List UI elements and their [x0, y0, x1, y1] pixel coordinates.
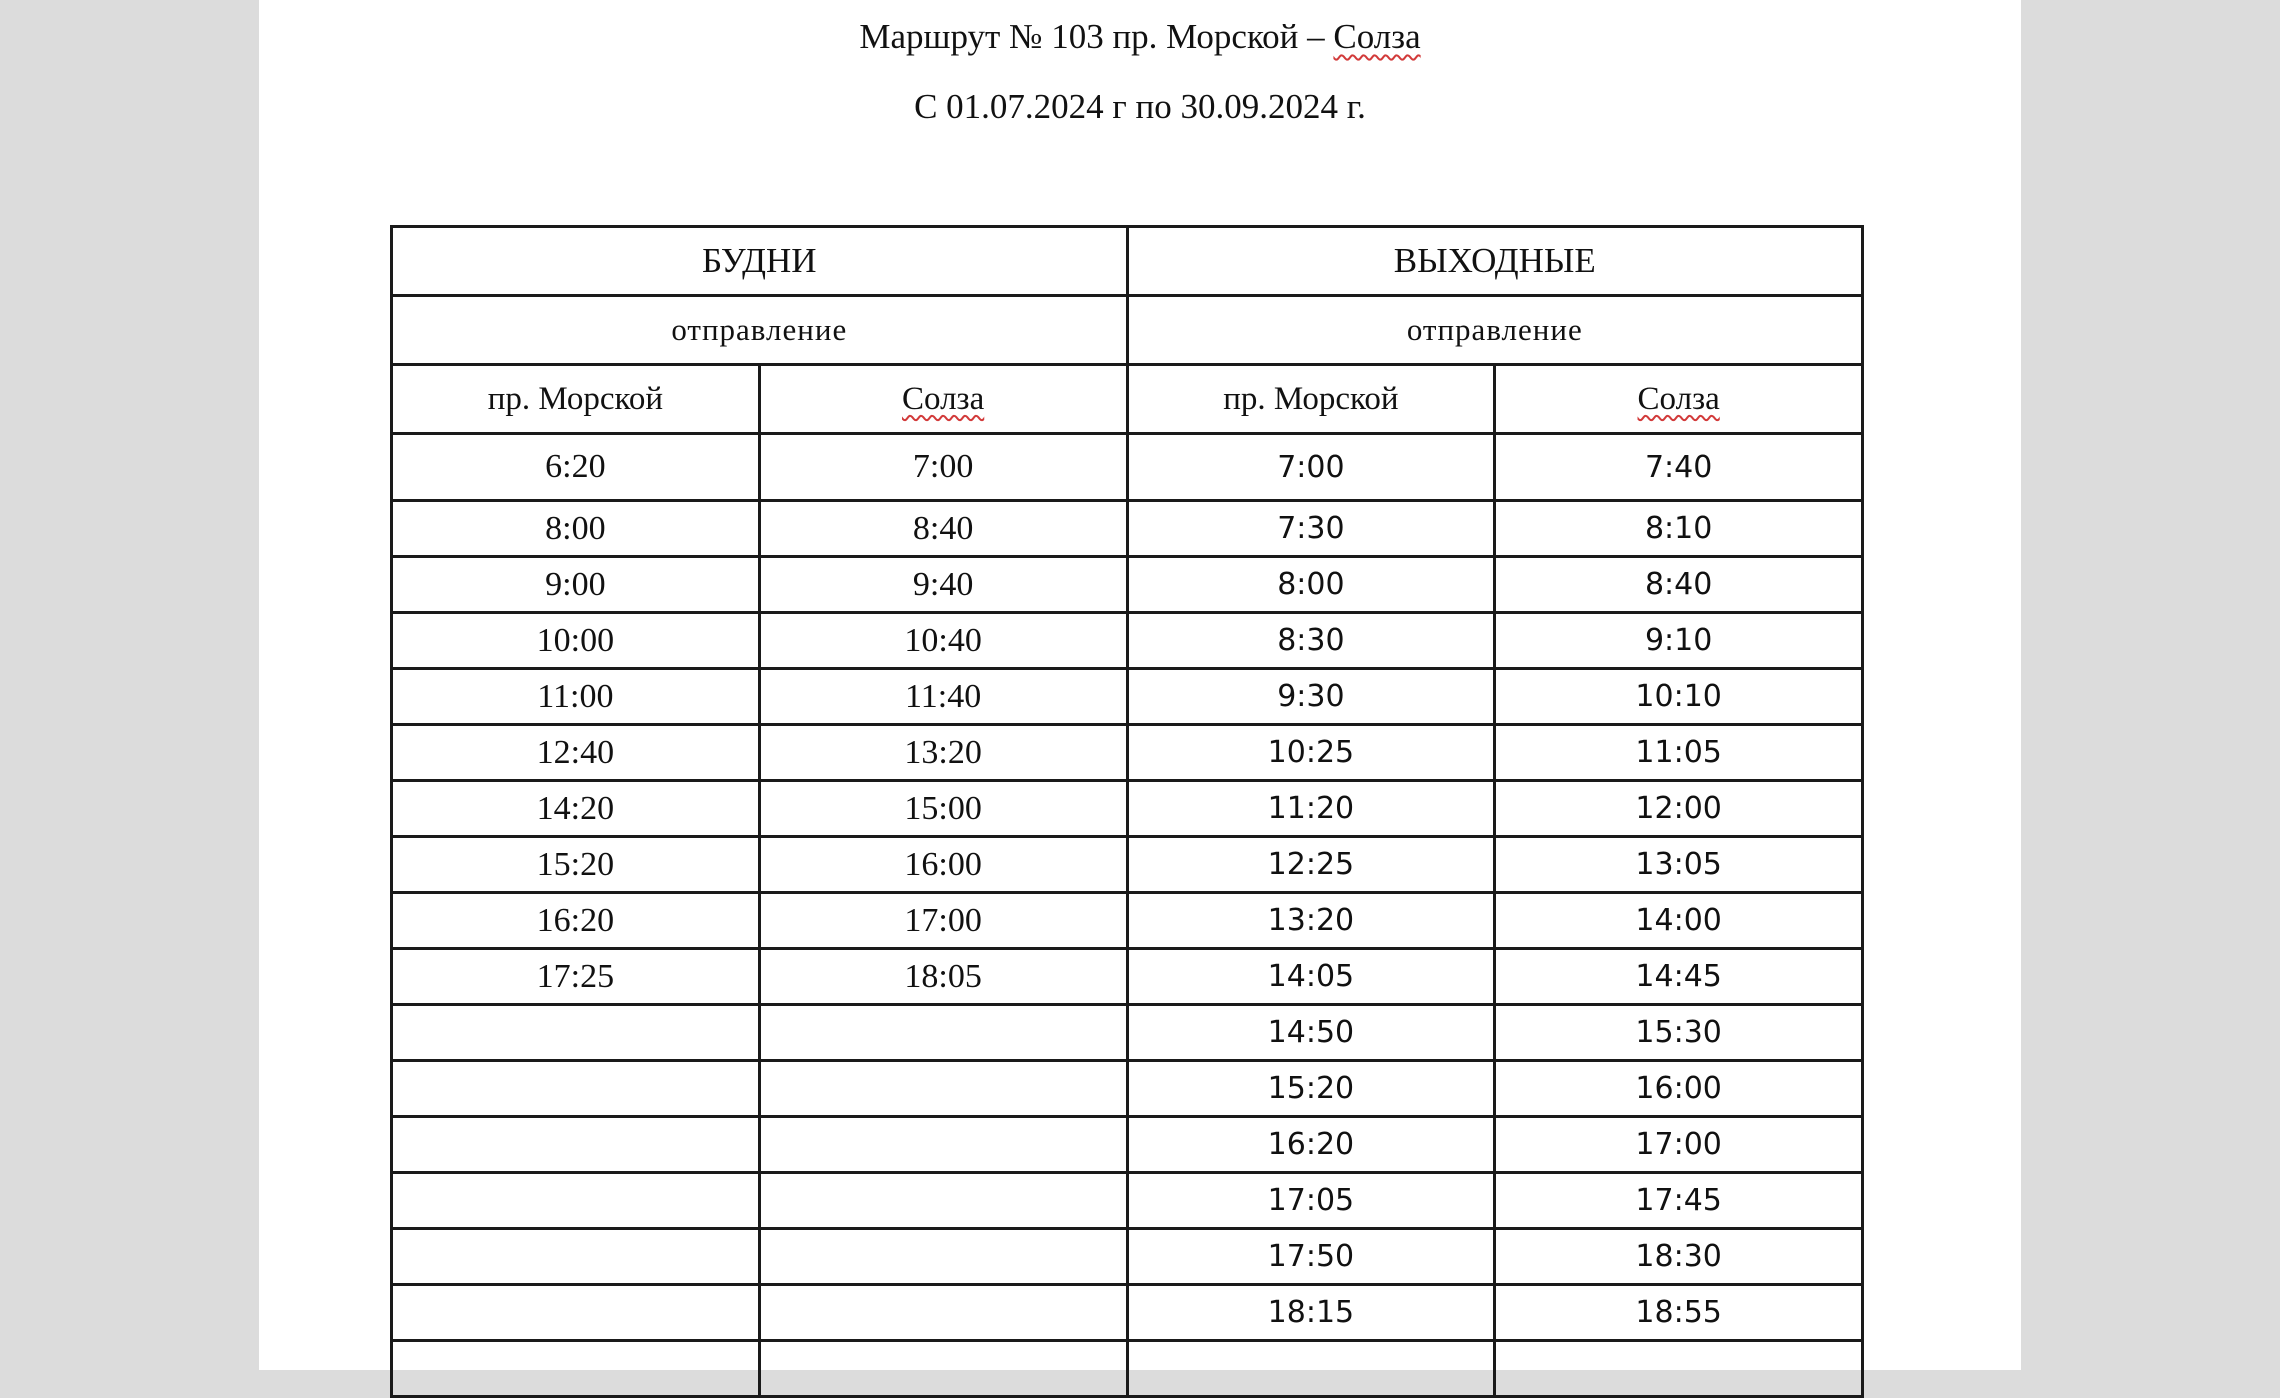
route-title-stop: Солза	[1333, 17, 1421, 56]
weekdays-solza-time: 9:40	[759, 557, 1127, 613]
weekdays-morskoy-time	[392, 1229, 760, 1285]
weekend-morskoy-time: 14:50	[1127, 1005, 1495, 1061]
weekend-stop-a-header: пр. Морской	[1127, 365, 1495, 434]
weekend-solza-time: 9:10	[1495, 613, 1863, 669]
weekdays-stop-a-header: пр. Морской	[392, 365, 760, 434]
weekdays-morskoy-time: 17:25	[392, 949, 760, 1005]
route-title-prefix: Маршрут № 103 пр. Морской –	[859, 17, 1334, 56]
weekdays-solza-time: 10:40	[759, 613, 1127, 669]
table-row	[392, 1173, 1863, 1229]
weekdays-solza-time	[759, 1061, 1127, 1117]
weekend-morskoy-time: 8:30	[1127, 613, 1495, 669]
weekdays-stop-b-label: Солза	[902, 380, 985, 417]
weekend-morskoy-time: 10:25	[1127, 725, 1495, 781]
weekend-morskoy-time: 9:30	[1127, 669, 1495, 725]
weekend-morskoy-time: 7:30	[1127, 501, 1495, 557]
weekend-solza-time: 7:40	[1495, 434, 1863, 501]
weekend-stop-b-header	[1495, 365, 1863, 434]
timetable-body	[392, 434, 1863, 1397]
weekdays-solza-time	[759, 1341, 1127, 1397]
weekdays-solza-time: 13:20	[759, 725, 1127, 781]
weekdays-morskoy-time: 12:40	[392, 725, 760, 781]
weekdays-morskoy-time	[392, 1285, 760, 1341]
weekdays-morskoy-time	[392, 1061, 760, 1117]
weekend-solza-time: 8:10	[1495, 501, 1863, 557]
schedule-period: С 01.07.2024 г по 30.09.2024 г.	[914, 87, 1366, 126]
weekdays-stop-b-header	[759, 365, 1127, 434]
weekdays-solza-time: 11:40	[759, 669, 1127, 725]
weekdays-solza-time	[759, 1005, 1127, 1061]
weekdays-header: БУДНИ	[392, 227, 1128, 296]
table-row	[392, 613, 1863, 669]
table-row	[392, 1117, 1863, 1173]
table-row	[392, 725, 1863, 781]
table-row	[392, 434, 1863, 501]
weekend-solza-time: 17:00	[1495, 1117, 1863, 1173]
table-row	[392, 781, 1863, 837]
weekdays-morskoy-time	[392, 1005, 760, 1061]
weekend-solza-time: 11:05	[1495, 725, 1863, 781]
weekdays-morskoy-time	[392, 1173, 760, 1229]
table-row	[392, 557, 1863, 613]
table-row	[392, 893, 1863, 949]
weekend-solza-time: 12:00	[1495, 781, 1863, 837]
weekend-morskoy-time: 13:20	[1127, 893, 1495, 949]
weekdays-solza-time: 15:00	[759, 781, 1127, 837]
weekdays-solza-time: 17:00	[759, 893, 1127, 949]
weekdays-solza-time	[759, 1117, 1127, 1173]
weekend-solza-time: 8:40	[1495, 557, 1863, 613]
weekdays-morskoy-time: 9:00	[392, 557, 760, 613]
weekdays-solza-time	[759, 1229, 1127, 1285]
weekdays-morskoy-time: 11:00	[392, 669, 760, 725]
weekdays-morskoy-time: 15:20	[392, 837, 760, 893]
weekdays-morskoy-time: 10:00	[392, 613, 760, 669]
weekdays-solza-time: 18:05	[759, 949, 1127, 1005]
table-row	[392, 949, 1863, 1005]
weekend-stop-b-label: Солза	[1637, 380, 1720, 417]
table-row	[392, 837, 1863, 893]
weekdays-solza-time	[759, 1285, 1127, 1341]
weekdays-solza-time	[759, 1173, 1127, 1229]
table-row	[392, 501, 1863, 557]
weekdays-morskoy-time: 6:20	[392, 434, 760, 501]
weekdays-morskoy-time	[392, 1117, 760, 1173]
weekdays-morskoy-time	[392, 1341, 760, 1397]
weekdays-solza-time: 8:40	[759, 501, 1127, 557]
departure-label-weekdays: отправление	[392, 296, 1128, 365]
table-row	[392, 1005, 1863, 1061]
weekend-solza-time: 10:10	[1495, 669, 1863, 725]
weekend-header: ВЫХОДНЫЕ	[1127, 227, 1863, 296]
weekend-solza-time: 15:30	[1495, 1005, 1863, 1061]
weekend-morskoy-time: 12:25	[1127, 837, 1495, 893]
weekend-solza-time: 18:55	[1495, 1285, 1863, 1341]
departure-label-weekend: отправление	[1127, 296, 1863, 365]
weekdays-solza-time: 7:00	[759, 434, 1127, 501]
weekend-morskoy-time: 8:00	[1127, 557, 1495, 613]
weekend-morskoy-time	[1127, 1341, 1495, 1397]
weekend-solza-time: 16:00	[1495, 1061, 1863, 1117]
weekend-morskoy-time: 16:20	[1127, 1117, 1495, 1173]
weekdays-morskoy-time: 8:00	[392, 501, 760, 557]
weekdays-solza-time: 16:00	[759, 837, 1127, 893]
weekend-solza-time: 14:00	[1495, 893, 1863, 949]
route-title	[259, 16, 2021, 58]
weekdays-morskoy-time: 16:20	[392, 893, 760, 949]
weekdays-morskoy-time: 14:20	[392, 781, 760, 837]
weekend-morskoy-time: 15:20	[1127, 1061, 1495, 1117]
table-row	[392, 1341, 1863, 1397]
table-row	[392, 1061, 1863, 1117]
weekend-solza-time: 17:45	[1495, 1173, 1863, 1229]
weekend-solza-time: 18:30	[1495, 1229, 1863, 1285]
table-row	[392, 1285, 1863, 1341]
document-page	[259, 0, 2021, 1370]
timetable	[390, 225, 1864, 1398]
weekend-solza-time: 14:45	[1495, 949, 1863, 1005]
weekend-solza-time: 13:05	[1495, 837, 1863, 893]
weekend-morskoy-time: 7:00	[1127, 434, 1495, 501]
table-row	[392, 669, 1863, 725]
weekend-morskoy-time: 14:05	[1127, 949, 1495, 1005]
weekend-morskoy-time: 17:50	[1127, 1229, 1495, 1285]
table-row	[392, 1229, 1863, 1285]
weekend-morskoy-time: 11:20	[1127, 781, 1495, 837]
weekend-solza-time	[1495, 1341, 1863, 1397]
weekend-morskoy-time: 18:15	[1127, 1285, 1495, 1341]
weekend-morskoy-time: 17:05	[1127, 1173, 1495, 1229]
